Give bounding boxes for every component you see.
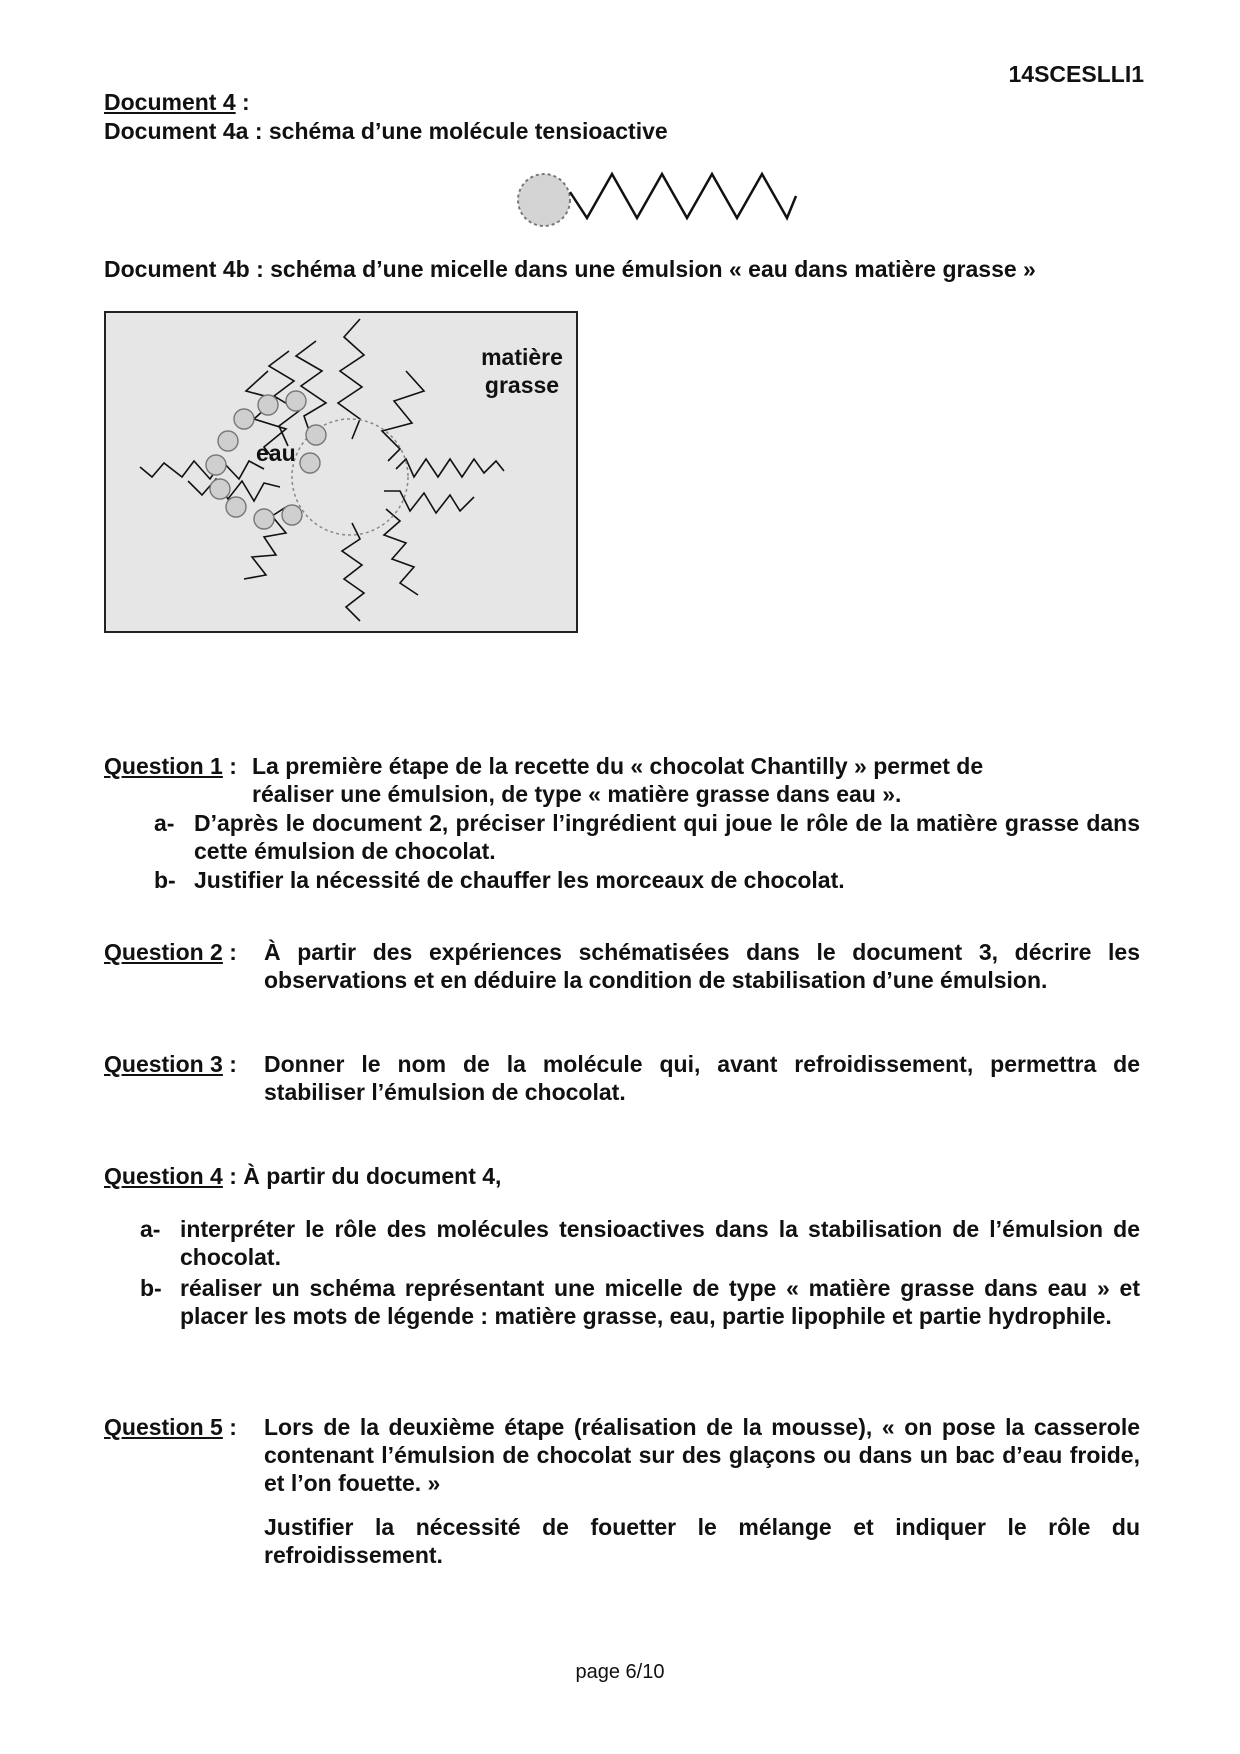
question-1-item-b	[154, 866, 1140, 894]
document-4a-label: Document 4a	[104, 118, 249, 144]
question-1	[104, 752, 1140, 902]
document-4-title	[104, 88, 250, 116]
question-3-text: Donner le nom de la molécule qui, avant refroidissement, permettra de stabiliser l’émulsion de chocolat.	[264, 1051, 1140, 1105]
question-5-text1: Lors de la deuxième étape (réalisation de la mousse), « on pose la casserole contenant l’émulsion de chocolat sur des glaçons ou dans un bac d’eau froide, et l’on fouette. »	[264, 1414, 1140, 1496]
question-5-sep: :	[222, 1414, 237, 1440]
question-2-sep: :	[222, 939, 237, 965]
micelle-diagram	[104, 311, 578, 639]
hydrophilic-head	[518, 174, 570, 226]
micelle-water-label: eau	[256, 440, 296, 466]
question-1-item-b-text: Justifier la nécessité de chauffer les morceaux de chocolat.	[194, 867, 845, 893]
question-1-item-a-text: D’après le document 2, préciser l’ingrédient qui joue le rôle de la matière grasse dans cette émulsion de chocolat.	[194, 810, 1140, 864]
question-4-item-b-label: b-	[140, 1275, 162, 1301]
question-3-sep: :	[222, 1051, 237, 1077]
question-4-item-b-text: réaliser un schéma représentant une micelle de type « matière grasse dans eau » et placer les mots de légende : matière grasse, eau, partie lipophile et partie hydrophile.	[180, 1275, 1140, 1329]
question-3-label-wrap	[104, 1050, 237, 1078]
question-3	[104, 1050, 1140, 1110]
question-1-item-a-label: a-	[154, 810, 175, 836]
document-4-label: Document 4	[104, 89, 236, 115]
question-5-label: Question 5	[104, 1414, 223, 1440]
question-4-item-a-label: a-	[140, 1216, 161, 1242]
question-4-item-a	[140, 1215, 1140, 1271]
question-1-intro-line2: réaliser une émulsion, de type « matière grasse dans eau ».	[252, 781, 902, 807]
document-4b-label: Document 4b	[104, 256, 250, 282]
question-5	[104, 1413, 1140, 1583]
page-number: page 6/10	[575, 1661, 665, 1683]
question-4-label: Question 4	[104, 1163, 223, 1189]
question-3-label: Question 3	[104, 1051, 223, 1077]
document-4b-title	[104, 255, 1036, 283]
question-1-label-wrap	[104, 752, 237, 780]
document-code: 14SCESLLI1	[1008, 61, 1144, 87]
question-2	[104, 938, 1140, 998]
document-4a-text: : schéma d’une molécule tensioactive	[248, 118, 668, 144]
question-2-label: Question 2	[104, 939, 223, 965]
question-4	[104, 1162, 1140, 1362]
question-2-text: À partir des expériences schématisées dans le document 3, décrire les observations et en déduire la condition de stabilisation d’une émulsion.	[264, 939, 1140, 993]
micelle-fat-label-line2: grasse	[484, 372, 560, 398]
document-4-suffix: :	[235, 89, 250, 115]
question-4-intro	[104, 1162, 501, 1190]
question-4-item-b	[140, 1274, 1140, 1330]
question-1-label: Question 1	[104, 753, 223, 779]
question-4-item-a-text: interpréter le rôle des molécules tensioactives dans la stabilisation de l’émulsion de chocolat.	[180, 1216, 1140, 1270]
question-1-item-b-label: b-	[154, 867, 176, 893]
document-4a-title	[104, 117, 668, 145]
question-1-item-a	[154, 809, 1140, 865]
question-1-intro-line1: La première étape de la recette du « chocolat Chantilly » permet de	[252, 753, 984, 779]
micelle-drawing	[104, 311, 578, 633]
question-5-label-wrap	[104, 1413, 237, 1441]
water-label	[256, 440, 296, 466]
question-1-sep: :	[222, 753, 237, 779]
tensioactive-molecule-diagram	[510, 168, 800, 228]
micelle-fat-label-line1: matière	[481, 344, 563, 370]
question-2-label-wrap	[104, 938, 237, 966]
question-4-intro-text: : À partir du document 4,	[222, 1163, 502, 1189]
lipophilic-tail	[570, 174, 796, 218]
question-5-text2: Justifier la nécessité de fouetter le mélange et indiquer le rôle du refroidissement.	[264, 1514, 1140, 1568]
document-4b-text: : schéma d’une micelle dans une émulsion « eau dans matière grasse »	[249, 256, 1036, 282]
